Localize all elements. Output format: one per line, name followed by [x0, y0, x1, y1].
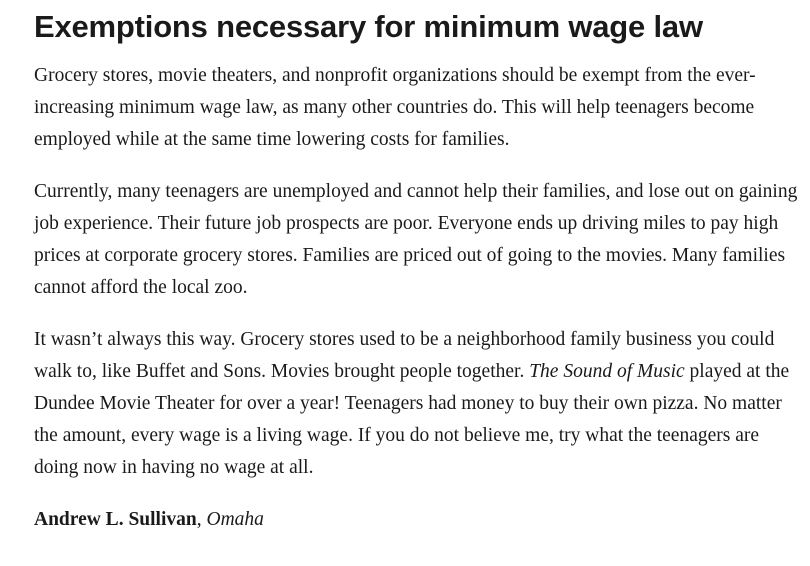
author-name: Andrew L. Sullivan [34, 509, 197, 530]
paragraph-1: Grocery stores, movie theaters, and nonprofit organizations should be exempt from the ever-increasing minimum wage law, as many other countries do. This will help teenagers become employed while at the same time lowering costs for families. [34, 65, 756, 150]
author-city: Omaha [206, 509, 264, 530]
page-title: Exemptions necessary for minimum wage law [34, 9, 703, 44]
paragraph-3-text-a: It wasn’t always this way. Grocery stores used to be a neighborhood family business you could walk to, like Buffet and Sons. Movies brought people together. [34, 329, 775, 382]
paragraph-3 [34, 324, 806, 484]
letter-to-editor [34, 8, 806, 536]
signature [34, 504, 806, 536]
paragraph-3-text-b: played at the Dundee Movie Theater for over a year! Teenagers had money to buy their own pizza. No matter the amount, every wage is a living wage. If you do not believe me, try what the teenagers are doing now in having no wage at all. [34, 361, 790, 478]
film-title: The Sound of Music [529, 361, 685, 382]
paragraph-2: Currently, many teenagers are unemployed and cannot help their families, and lose out on gaining job experience. Their future job prospects are poor. Everyone ends up driving miles to pay high prices at corporate grocery stores. Families are priced out of going to the movies. Many families cannot afford the local zoo. [34, 181, 798, 298]
signature-separator: , [196, 509, 207, 530]
